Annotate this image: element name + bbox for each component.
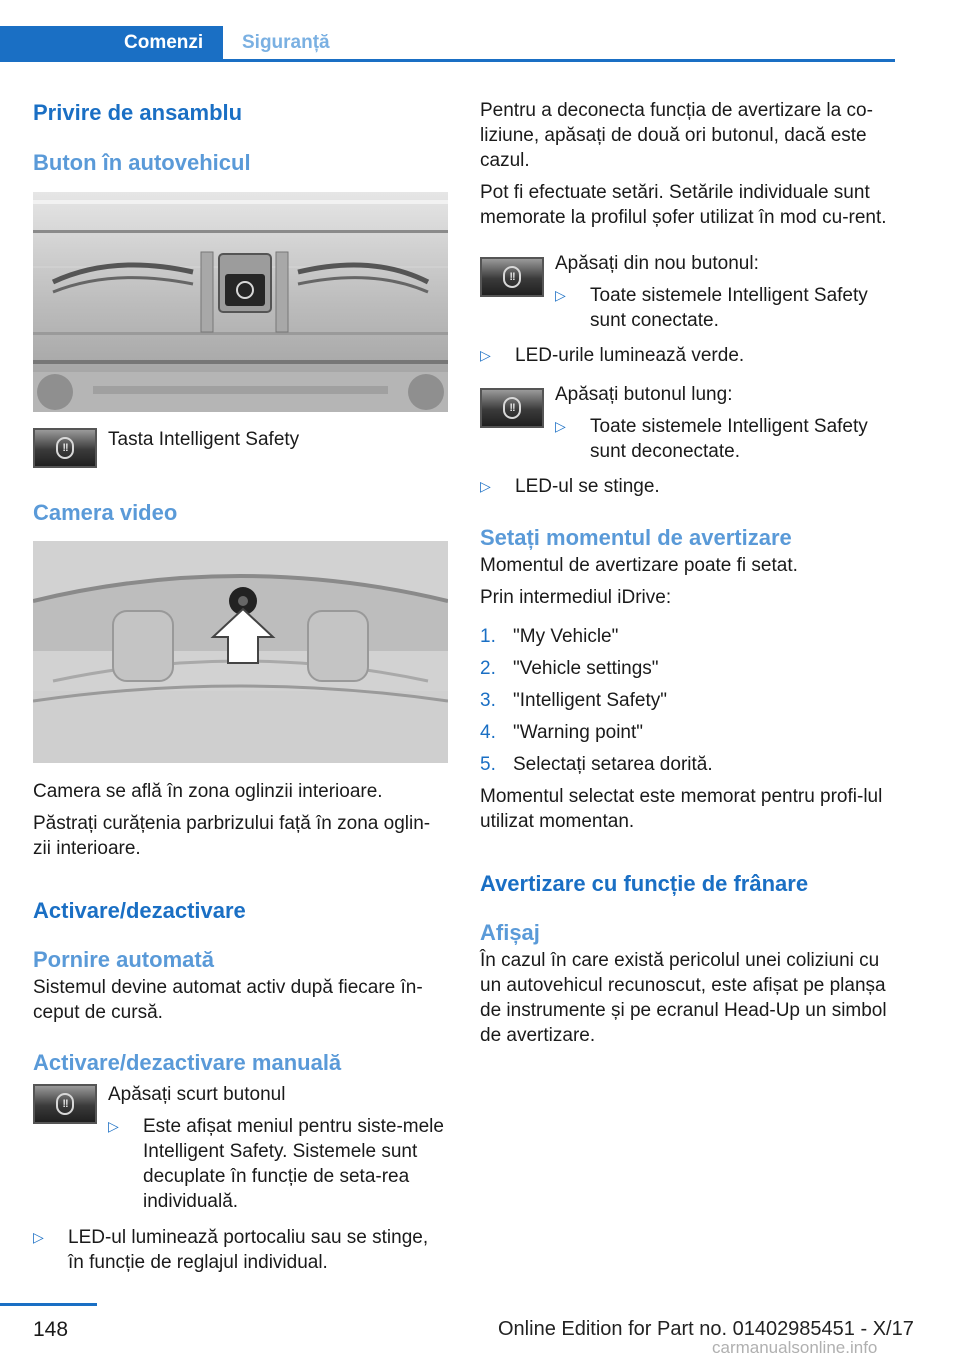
list-item: 4. "Warning point"	[480, 722, 644, 743]
manual-sub-item	[108, 1114, 448, 1214]
press-again-sub-text: Toate sistemele Intelligent Safety sunt conectate.	[590, 285, 868, 331]
led-off-item	[480, 474, 895, 499]
triangle-bullet-icon: ▷	[480, 478, 491, 494]
triangle-bullet-icon: ▷	[555, 287, 566, 303]
footer-rule	[0, 1303, 97, 1306]
list-item: 2. "Vehicle settings"	[480, 658, 659, 679]
page-number: 148	[33, 1318, 69, 1341]
manual-led-item	[33, 1225, 448, 1275]
settings-paragraph: Pot fi efectuate setări. Setările individuale sunt memorate la profilul șofer utilizat în mod cu‐rent.	[480, 182, 887, 228]
manual-led-text: LED-ul luminează portocaliu sau se stinge, în funcție de reglajul individual.	[68, 1227, 429, 1273]
tab-siguranta-label: Siguranță	[242, 32, 330, 53]
camera-photo	[33, 541, 448, 763]
dashboard-button-photo	[33, 192, 448, 412]
press-again-sub-item	[555, 283, 895, 333]
tab-comenzi-label: Comenzi	[124, 32, 204, 53]
heading-overview: Privire de ansamblu	[33, 100, 243, 125]
triangle-bullet-icon: ▷	[555, 418, 566, 434]
manual-sub-text: Este afișat meniul pentru siste‐mele Intelligent Safety. Sistemele sunt decuplate în funcție de seta‐rea individuală.	[143, 1116, 444, 1212]
heading-camera: Camera video	[33, 500, 178, 525]
display-paragraph: În cazul în care există pericolul unei coliziuni cu un autovehicul recunoscut, este afișat pe planșa de instrumente și pe ecranul Head-Up un simbol de avertizare.	[480, 950, 887, 1046]
intelligent-safety-button-icon: !!	[33, 1084, 97, 1124]
manual-press-text: Apăsați scurt butonul	[108, 1084, 286, 1105]
heading-braking-warning: Avertizare cu funcție de frânare	[480, 871, 809, 896]
list-item: 1. "My Vehicle"	[480, 626, 619, 647]
intelligent-safety-button-icon: !!	[480, 388, 544, 428]
header	[0, 26, 895, 62]
press-long-row	[480, 382, 895, 464]
heading-auto-start: Pornire automată	[33, 947, 214, 972]
heading-button: Buton în autovehicul	[33, 150, 251, 175]
warning-point-paragraph-2: Prin intermediul iDrive:	[480, 587, 672, 608]
right-column	[480, 98, 895, 1048]
heading-display: Afișaj	[480, 920, 540, 945]
triangle-bullet-icon: ▷	[108, 1118, 119, 1134]
heading-activation: Activare/dezactivare	[33, 898, 246, 923]
idrive-steps-list	[480, 624, 895, 777]
intelligent-safety-button-icon: !!	[33, 428, 97, 468]
press-long-text: Apăsați butonul lung:	[555, 384, 733, 405]
press-again-text: Apăsați din nou butonul:	[555, 253, 759, 274]
led-off-text: LED-ul se stinge.	[515, 476, 660, 497]
deactivate-paragraph: Pentru a deconecta funcția de avertizare la co‐liziune, apăsați de două ori butonul, dacă este cazul.	[480, 100, 873, 171]
warning-point-paragraph-1: Momentul de avertizare poate fi setat.	[480, 555, 798, 576]
heading-warning-point: Setați momentul de avertizare	[480, 525, 792, 550]
camera-illustration	[33, 541, 448, 763]
triangle-bullet-icon: ▷	[480, 347, 491, 363]
press-long-sub-item	[555, 414, 895, 464]
tab-siguranta[interactable]	[242, 32, 330, 54]
left-column	[33, 98, 448, 1275]
tab-comenzi[interactable]	[0, 26, 223, 62]
auto-start-paragraph: Sistemul devine automat activ după fiecare în‐ceput de cursă.	[33, 977, 423, 1023]
dashboard-illustration	[33, 192, 448, 412]
triangle-bullet-icon: ▷	[33, 1229, 44, 1245]
edition-text: Online Edition for Part no. 01402985451 - X/17	[498, 1318, 914, 1340]
camera-paragraph-2: Păstrați curățenia parbrizului față în zona oglin‐zii interioare.	[33, 813, 431, 859]
warning-point-paragraph-3: Momentul selectat este memorat pentru profi‐lul utilizat momentan.	[480, 786, 883, 832]
watermark: carmanualsonline.info	[712, 1338, 878, 1357]
button-caption: Tasta Intelligent Safety	[108, 429, 300, 450]
press-again-row	[480, 251, 895, 333]
list-item: 3. "Intelligent Safety"	[480, 690, 667, 711]
camera-paragraph-1: Camera se află în zona oglinzii interioare.	[33, 781, 383, 802]
press-long-sub-text: Toate sistemele Intelligent Safety sunt deconectate.	[590, 416, 868, 462]
list-item: 5. Selectați setarea dorită.	[480, 754, 713, 775]
heading-manual: Activare/dezactivare manuală	[33, 1050, 342, 1075]
manual-press-row	[33, 1082, 448, 1214]
led-green-item	[480, 343, 895, 368]
led-green-text: LED-urile luminează verde.	[515, 345, 745, 366]
intelligent-safety-button-icon: !!	[480, 257, 544, 297]
button-caption-row	[33, 428, 448, 468]
